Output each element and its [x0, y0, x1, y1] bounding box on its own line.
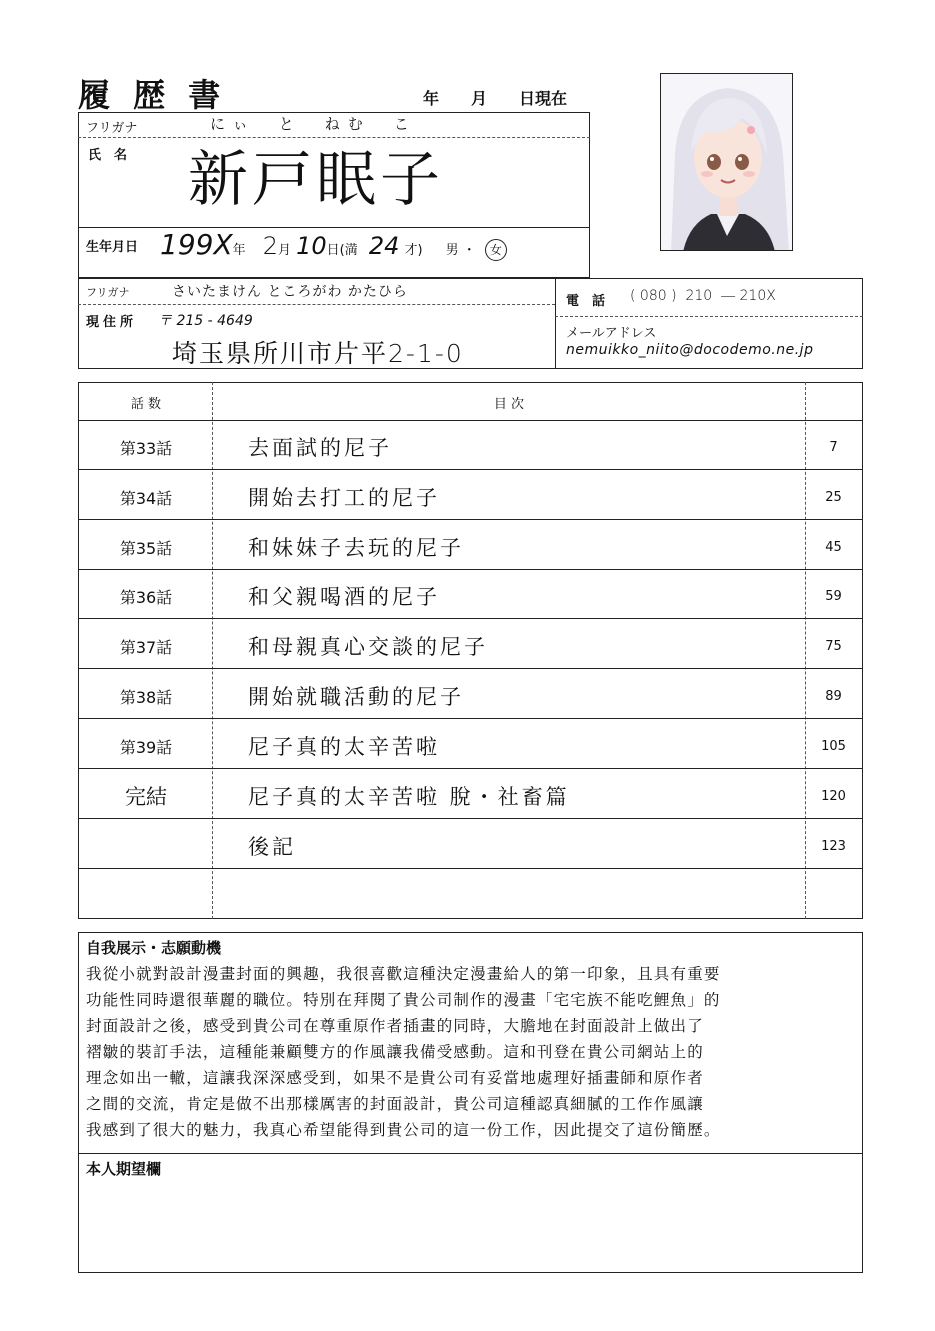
self-pr-line: 我感到了很大的魅力，我真心希望能得到貴公司的這一份工作，因此提交了這份簡歷。 — [86, 1121, 721, 1139]
toc-page-number: 75 — [825, 639, 842, 654]
toc-episode-number: 第36話 — [119, 588, 173, 607]
toc-page-number: 25 — [825, 490, 842, 505]
toc-episode-number: 第38話 — [119, 688, 173, 707]
toc-episode-number: 第33話 — [119, 439, 173, 458]
self-pr-line: 理念如出一轍，這讓我深深感受到，如果不是貴公司有妥當地處理好插畫師和原作者 — [86, 1069, 704, 1087]
email-label: メールアドレス — [566, 326, 657, 341]
toc-episode-title: 開始就職活動的尼子 — [248, 685, 464, 709]
toc-page-number: 89 — [825, 689, 842, 704]
toc-page-number: 59 — [825, 589, 842, 604]
toc-episode-title: 尼子真的太辛苦啦 — [248, 735, 440, 759]
birth-month: 2 — [262, 232, 279, 260]
address-label: 現住所 — [86, 315, 138, 330]
name-furigana-label: フリガナ — [86, 121, 138, 136]
toc-episode-title: 和母親真心交談的尼子 — [248, 635, 488, 659]
toc-episode-number: 第39話 — [119, 738, 173, 757]
resume-title: 履 歴 書 — [78, 76, 227, 114]
address-value: 埼玉県所川市片平2-1-0 — [172, 339, 464, 368]
toc-episode-number: 完結 — [125, 785, 167, 809]
birth-day-unit: 日(満 — [326, 243, 358, 258]
toc-page-number: 45 — [825, 540, 842, 555]
self-pr-line: 封面設計之後，感受到貴公司在尊重原作者插畫的同時，大膽地在封面設計上做出了 — [86, 1017, 704, 1035]
birth-date — [160, 228, 507, 261]
self-pr-line: 之間的交流，肯定是做不出那樣厲害的封面設計，貴公司這種認真細膩的工作作風讓 — [86, 1095, 704, 1113]
self-pr-line: 功能性同時還很華麗的職位。特別在拜閱了貴公司制作的漫畫「宅宅族不能吃鯉魚」的 — [86, 991, 721, 1009]
age-unit: 才) — [404, 243, 423, 258]
toc-episode-title: 和妹妹子去玩的尼子 — [248, 536, 464, 560]
phone-label: 電 話 — [566, 294, 606, 309]
gender-female-circled: 女 — [485, 239, 507, 261]
postal-code: 〒 215 - 4649 — [158, 313, 253, 329]
address-furigana-label: フリガナ — [86, 286, 130, 299]
toc-episode-title: 開始去打工的尼子 — [248, 486, 440, 510]
toc-page-number: 120 — [821, 789, 846, 804]
birth-year-unit: 年 — [232, 243, 246, 258]
toc-episode-number: 第34話 — [119, 489, 173, 508]
toc-col-contents: 目 次 — [493, 397, 525, 412]
email-value: nemuikko_niito@docodemo.ne.jp — [566, 342, 814, 358]
toc-page-number: 105 — [821, 739, 846, 754]
self-pr-line: 褶皺的裝訂手法，這種能兼顧雙方的作風讓我備受感動。這和刊登在貴公司網站上的 — [86, 1043, 704, 1061]
name-value: 新戸眠子 — [188, 145, 444, 215]
toc-episode-title: 尼子真的太辛苦啦 脫・社畜篇 — [248, 785, 570, 809]
toc-page-number: 7 — [829, 440, 838, 455]
address-furigana-value: さいたまけん ところがわ かたひら — [172, 284, 408, 300]
self-pr-line: 我從小就對設計漫畫封面的興趣，我很喜歡這種決定漫畫給人的第一印象，且具有重要 — [86, 965, 721, 983]
birth-label: 生年月日 — [86, 240, 139, 255]
toc-page-number: 123 — [821, 839, 846, 854]
gender-male: 男 ・ — [445, 243, 476, 258]
date-label: 年 月 日現在 — [423, 89, 568, 108]
birth-month-unit: 月 — [278, 243, 292, 258]
age-value: 24 — [368, 232, 400, 260]
self-pr-heading: 自我展示・志願動機 — [86, 939, 222, 957]
birth-year: 199X — [160, 228, 233, 261]
portrait-illustration — [661, 74, 793, 251]
toc-episode-number: 第37話 — [119, 638, 173, 657]
birth-day: 10 — [296, 232, 327, 260]
toc-episode-title: 後記 — [248, 835, 296, 859]
toc-episode-number: 第35話 — [119, 539, 173, 558]
wishes-heading: 本人期望欄 — [86, 1160, 162, 1178]
toc-episode-title: 和父親喝酒的尼子 — [248, 585, 440, 609]
phone-value: ( 080 ) 210 ― 210X — [630, 288, 776, 304]
toc-col-episode: 話 数 — [130, 397, 162, 412]
name-label: 氏 名 — [88, 148, 128, 163]
name-furigana-value: にぃ と ねむ こ — [210, 115, 417, 133]
photo-frame — [660, 73, 793, 251]
toc-episode-title: 去面試的尼子 — [248, 436, 392, 460]
